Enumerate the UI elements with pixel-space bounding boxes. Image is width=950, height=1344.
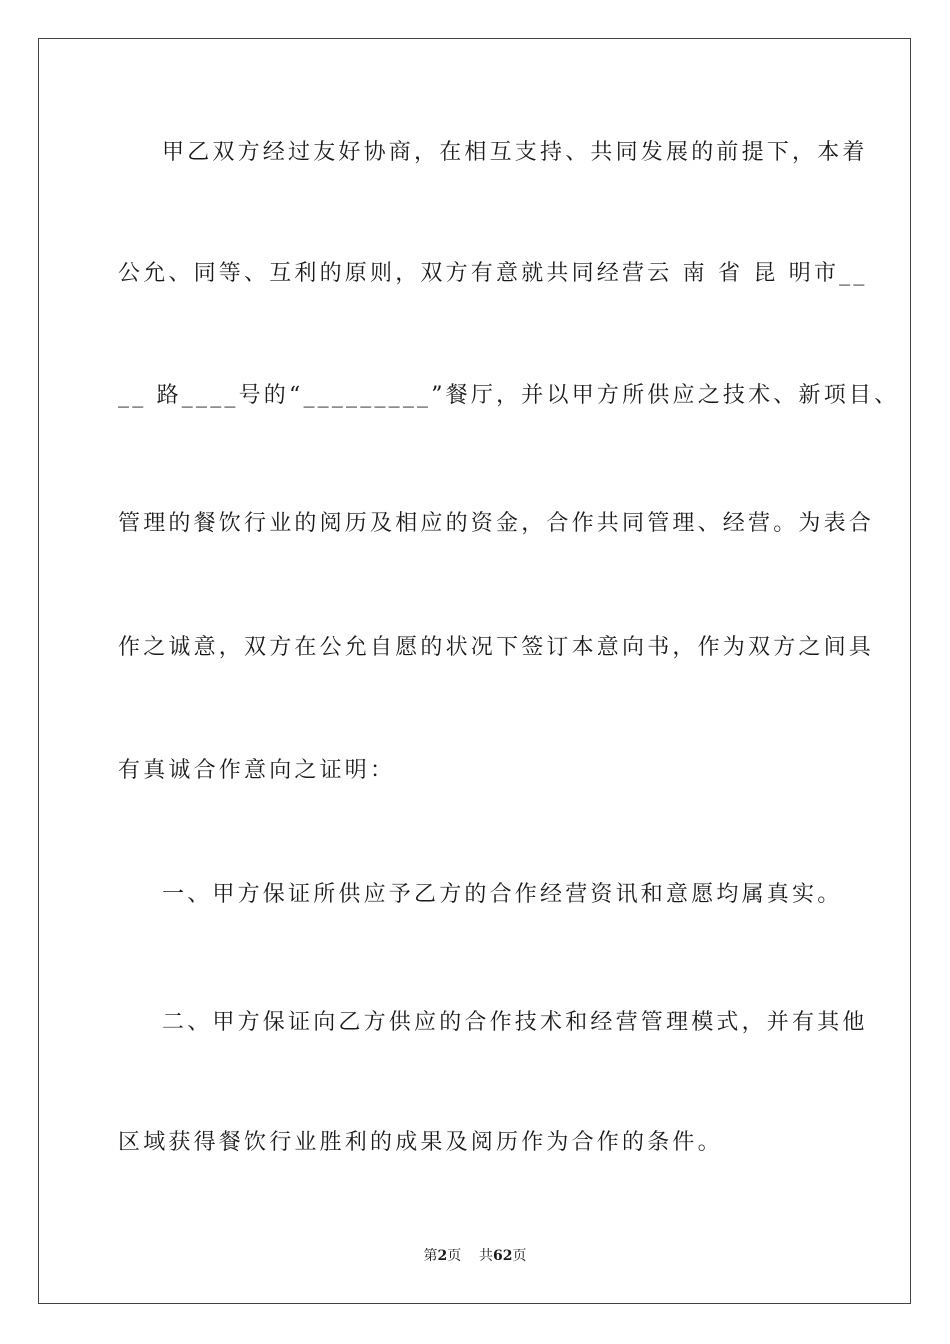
paragraph-1-line-3: __ 路____号的“_________”餐厅，并以甲方所供应之技术、新项目、: [118, 383, 900, 408]
paragraph-1-line-1: 甲乙双方经过友好协商，在相互支持、共同发展的前提下，本着: [162, 140, 868, 165]
page-number: 2: [437, 1248, 448, 1264]
page-footer: [0, 1246, 950, 1266]
total-pages: 62: [493, 1248, 513, 1264]
clause-2-line-2: 区域获得餐饮行业胜利的成果及阅历作为合作的条件。: [118, 1130, 723, 1155]
clause-2-line-1: 二、甲方保证向乙方供应的合作技术和经营管理模式，并有其他: [162, 1010, 868, 1035]
paragraph-1-line-6: 有真诚合作意向之证明：: [118, 758, 396, 783]
paragraph-1-line-5: 作之诚意，双方在公允自愿的状况下签订本意向书，作为双方之间具: [118, 635, 875, 660]
clause-1: 一、甲方保证所供应予乙方的合作经营资讯和意愿均属真实。: [162, 882, 843, 907]
total-prefix: 共: [479, 1248, 494, 1264]
page-border: [38, 38, 911, 1304]
paragraph-1-line-2: 公允、同等、互利的原则，双方有意就共同经营云 南 省 昆 明市__: [118, 261, 868, 286]
paragraph-1-line-4: 管理的餐饮行业的阅历及相应的资金，合作共同管理、经营。为表合: [118, 511, 875, 536]
total-suffix: 页: [512, 1248, 527, 1264]
page-prefix: 第: [423, 1248, 438, 1264]
page-suffix: 页: [447, 1248, 462, 1264]
